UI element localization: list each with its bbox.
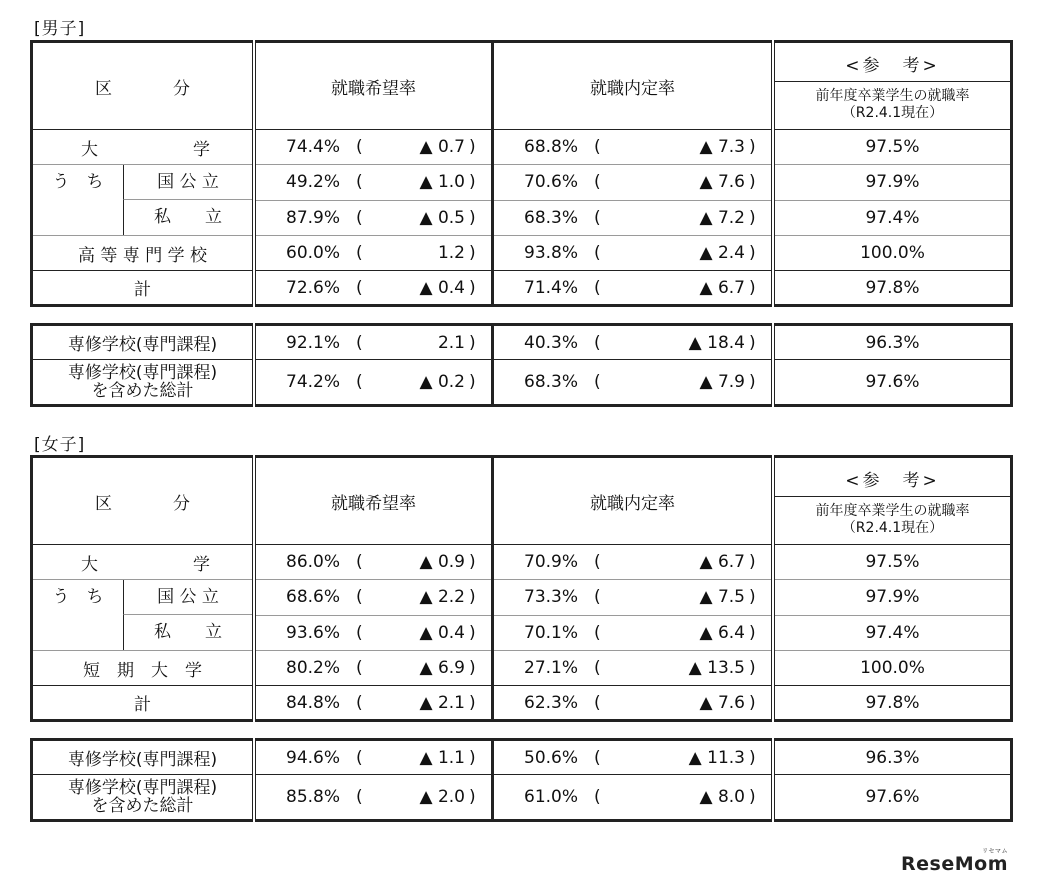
- table-row: 大 学 86.0% ( ▲ 0.9 ) 70.9% ( ▲ 6.7 ) 97.5%: [32, 545, 1012, 580]
- table-row: う ち 国 公 立 49.2% ( ▲ 1.0 ) 70.6% ( ▲ 7.6 ) 97.9%: [32, 165, 1012, 201]
- table-row: 短 期 大 学 80.2% ( ▲ 6.9 ) 27.1% ( ▲ 13.5 ) 100.0%: [32, 651, 1012, 686]
- header-reference: <参 考> 前年度卒業学生の就職率 （R2.4.1現在）: [773, 42, 1012, 130]
- table-row: 高 等 専 門 学 校 60.0% ( 1.2 ) 93.8% ( ▲ 2.4 ) 100.0%: [32, 236, 1012, 271]
- section-title-male: [男子]: [34, 19, 86, 39]
- header-hope-rate: 就職希望率: [254, 42, 493, 130]
- grand-total-row: 専修学校(専門課程) を含めた総計 85.8% ( ▲ 2.0 ) 61.0% ( ▲ 8.0 ) 97.6%: [32, 775, 1012, 821]
- table-row: 大 学 74.4% ( ▲ 0.7 ) 68.8% ( ▲ 7.3 ) 97.5%: [32, 130, 1012, 165]
- section-title-female: [女子]: [34, 435, 86, 455]
- total-row: 計 72.6% ( ▲ 0.4 ) 71.4% ( ▲ 6.7 ) 97.8%: [32, 271, 1012, 306]
- header-offer-rate: 就職内定率: [493, 42, 774, 130]
- male-senshu-table: [30, 323, 1013, 407]
- total-row: 計 84.8% ( ▲ 2.1 ) 62.3% ( ▲ 7.6 ) 97.8%: [32, 686, 1012, 721]
- header-category: 区 分: [32, 457, 255, 545]
- male-main-table: [30, 40, 1013, 307]
- table-row: 専修学校(専門課程) 94.6% ( ▲ 1.1 ) 50.6% ( ▲ 11.3 ) 96.3%: [32, 740, 1012, 775]
- header-row: [32, 42, 1012, 130]
- header-row: [32, 457, 1012, 545]
- resemom-logo: ReseMom リセマム: [901, 848, 1008, 875]
- table-row: 専修学校(専門課程) 92.1% ( 2.1 ) 40.3% ( ▲ 18.4 ) 96.3%: [32, 325, 1012, 360]
- female-main-table: [30, 455, 1013, 722]
- header-category: 区 分: [32, 42, 255, 130]
- header-hope-rate: 就職希望率: [254, 457, 493, 545]
- table-row: 私 立 87.9% ( ▲ 0.5 ) 68.3% ( ▲ 7.2 ) 97.4%: [32, 200, 1012, 236]
- female-senshu-table: [30, 738, 1013, 822]
- header-reference: <参 考> 前年度卒業学生の就職率 （R2.4.1現在）: [773, 457, 1012, 545]
- grand-total-row: 専修学校(専門課程) を含めた総計 74.2% ( ▲ 0.2 ) 68.3% ( ▲ 7.9 ) 97.6%: [32, 360, 1012, 406]
- table-row: 私 立 93.6% ( ▲ 0.4 ) 70.1% ( ▲ 6.4 ) 97.4%: [32, 615, 1012, 651]
- header-offer-rate: 就職内定率: [493, 457, 774, 545]
- table-row: う ち 国 公 立 68.6% ( ▲ 2.2 ) 73.3% ( ▲ 7.5 ) 97.9%: [32, 580, 1012, 616]
